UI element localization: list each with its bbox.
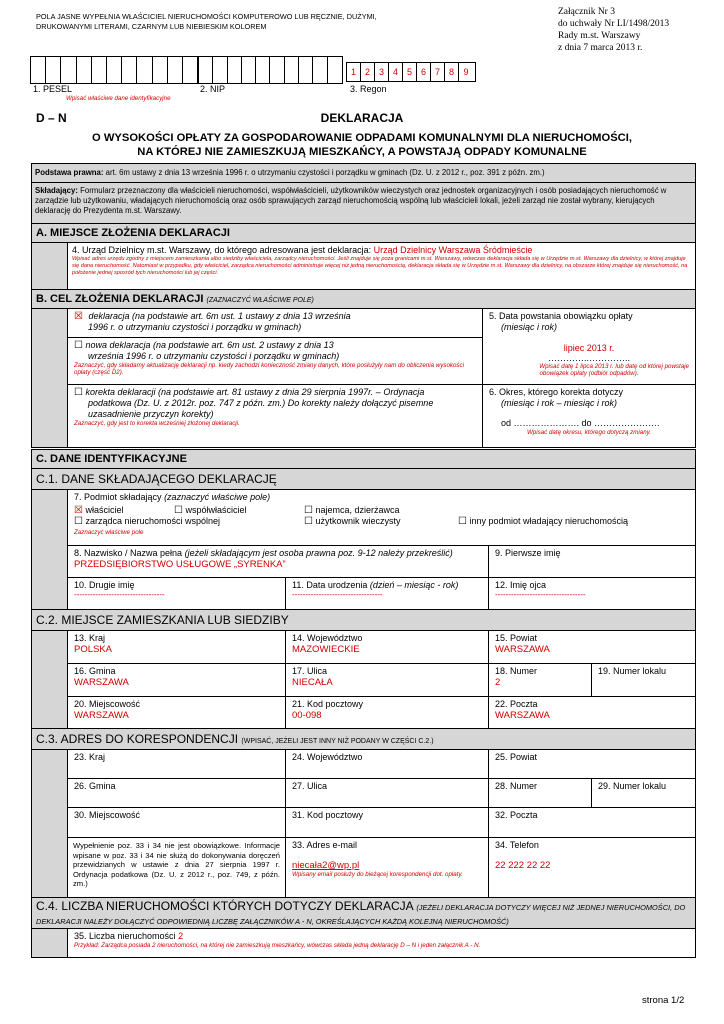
field-label: 6. Okres, którego korekta dotyczy	[489, 387, 624, 397]
post-office-field[interactable]	[488, 696, 696, 729]
corr-district-field[interactable]	[488, 749, 696, 779]
country-field[interactable]	[67, 630, 286, 664]
city-field[interactable]	[67, 696, 286, 729]
field-label: 30. Miejscowość	[74, 810, 141, 820]
first-name-field[interactable]	[488, 545, 696, 578]
email-value[interactable]: niecała2@wp.pl	[292, 860, 360, 871]
subtitle	[0, 131, 724, 159]
field-note: obowiązek opłaty (odbiór odpadów).	[539, 370, 639, 378]
annex-line: do uchwały Nr LI/1498/2013	[558, 19, 670, 29]
filer-type-field[interactable]	[67, 489, 696, 546]
checkbox-icon[interactable]: ☐	[304, 505, 313, 516]
option-text: podatkowa (Dz. U. z 2012r. poz. 747 z późn. zm.) Do korekty należy dołączyć pisemne	[88, 398, 434, 408]
regon-digit: 9	[463, 67, 469, 77]
option-note: Zaznaczyć, gdy składamy aktualizację deklaracji np. kiedy zachodzi konieczność zmiany danych, które posłużyły nam do obliczenia wysokości opłaty (część D2).	[74, 362, 464, 377]
field-label: 24. Województwo	[292, 752, 363, 762]
filer-label: Składający:	[35, 186, 78, 195]
checkbox-icon[interactable]: ☐	[74, 516, 83, 527]
office-value: Urząd Dzielnicy Warszawa Śródmieście	[373, 245, 533, 255]
corr-country-field[interactable]	[67, 749, 286, 779]
field-label: 29. Numer lokalu	[598, 781, 667, 791]
field-label: 21. Kod pocztowy	[292, 699, 364, 709]
pesel-label: 1. PESEL	[33, 84, 73, 94]
corr-number-field[interactable]	[488, 778, 592, 808]
dotted-line: …………..…………..	[547, 353, 630, 363]
section-c-header	[31, 449, 696, 469]
section-c3-title: C.3. ADRES DO KORESPONDENCJI	[36, 732, 239, 746]
field-value: WARSZAWA	[495, 710, 550, 721]
field-label: 27. Ulica	[292, 781, 328, 791]
field-label: 34. Telefon	[495, 840, 539, 850]
nip-boxes[interactable]	[198, 56, 343, 84]
checked-box-icon[interactable]: ☒	[74, 311, 83, 322]
field-sub: (dzień – miesiąc - rok)	[369, 580, 459, 590]
corr-postal-code-field[interactable]	[285, 807, 489, 838]
page-title: DEKLARACJA	[320, 111, 404, 125]
option-coowner[interactable]	[174, 505, 247, 516]
option-label: współwłaściciel	[185, 505, 247, 515]
section-a-header	[31, 223, 696, 243]
correction-period-field[interactable]	[482, 384, 696, 448]
section-c4-header	[31, 897, 696, 929]
obligation-date-field[interactable]	[482, 308, 696, 385]
section-c3-header	[31, 728, 696, 750]
field-label: 12. Imię ojca	[495, 580, 547, 590]
field-note: Wpisany email posłuży do bieżącej korespondencji dot. opłaty.	[292, 871, 463, 878]
regon-boxes[interactable]	[346, 62, 476, 82]
father-name-field[interactable]	[488, 577, 696, 610]
field-label: 15. Powiat	[495, 633, 538, 643]
field-value: WARSZAWA	[495, 644, 550, 655]
option-text: września 1996 r. o utrzymaniu czystości i porządku w gminach)	[88, 351, 340, 361]
legal-basis	[31, 163, 696, 183]
page-number: strona 1/2	[642, 995, 685, 1006]
regon-label: 3. Regon	[350, 84, 387, 94]
field-label: 25. Powiat	[495, 752, 538, 762]
instruction-text: POLA JASNE WYPEŁNIA WŁAŚCICIEL NIERUCHOMOŚCI KOMPUTEROWO LUB RĘCZNIE, DUŻYMI, DRUKOWANYMI LITERAMI, CZARNYM LUB NIEBIESKIM KOLOREM	[36, 12, 377, 31]
subtitle-line: NA KTÓREJ NIE ZAMIESZKUJĄ MIESZKAŃCY, A POWSTAJĄ ODPADY KOMUNALNE	[137, 146, 587, 158]
option-label: użytkownik wieczysty	[315, 516, 401, 526]
option-perpetual-user[interactable]	[304, 516, 401, 527]
regon-digit: 7	[431, 63, 445, 81]
legal-basis-text: art. 6m ustawy z dnia 13 września 1996 r. o utrzymaniu czystości i porządku w gminach (Dz. U. z 2012 r., poz. 391 z późn. zm.)	[105, 168, 545, 177]
option-new-declaration[interactable]	[67, 337, 483, 385]
field-label: 7. Podmiot składający	[74, 492, 162, 502]
regon-digit: 4	[389, 63, 403, 81]
name-field[interactable]	[67, 545, 489, 578]
field-label: 20. Miejscowość	[74, 699, 141, 709]
office-label: 4. Urząd Dzielnicy m.st. Warszawy, do którego adresowana jest deklaracja:	[72, 245, 372, 255]
field-label: 32. Poczta	[495, 810, 538, 820]
dotted-line: od …………………. do ………………….	[501, 418, 660, 428]
voivodeship-field[interactable]	[285, 630, 489, 664]
field-value: 00-098	[292, 710, 322, 721]
field-label: 23. Kraj	[74, 752, 106, 762]
field-label: (miesiąc i rok)	[501, 322, 558, 332]
checked-box-icon[interactable]: ☒	[74, 505, 83, 516]
regon-digit: 1	[347, 63, 361, 81]
option-text: deklaracja (na podstawie art. 6m ust. 1 ustawy z dnia 13 września	[88, 311, 351, 321]
option-owner[interactable]	[74, 505, 124, 516]
regon-digit: 3	[375, 63, 389, 81]
email-field[interactable]	[285, 837, 489, 898]
second-name-field[interactable]	[67, 577, 286, 610]
corr-street-field[interactable]	[285, 778, 489, 808]
section-c2-header	[31, 609, 696, 631]
field-value: 2	[495, 677, 501, 688]
property-count-field[interactable]	[67, 928, 696, 958]
field-value: NIECAŁA	[292, 677, 333, 688]
section-c1-title: C.1. DANE SKŁADAJĄCEGO DEKLARACJĘ	[36, 472, 277, 486]
field-note: Wpisać datę okresu, którego dotyczą zmiany.	[526, 429, 652, 436]
section-c-title: C. DANE IDENTYFIKACYJNE	[36, 453, 187, 465]
street-field[interactable]	[285, 663, 489, 697]
field-label: 10. Drugie imię	[74, 580, 135, 590]
regon-digit: 6	[417, 63, 431, 81]
option-label: inny podmiot władający nieruchomością	[469, 516, 629, 526]
field-note: Wpisać datę 1 lipca 2013 r. lub datę od której powstaje	[539, 363, 689, 370]
option-correction[interactable]	[67, 384, 483, 448]
field-label: 18. Numer	[495, 666, 538, 676]
corr-municipality-field[interactable]	[67, 778, 286, 808]
regon-digit: 2	[361, 63, 375, 81]
birth-date-field[interactable]	[285, 577, 489, 610]
field-sub: (zaznaczyć właściwe pole)	[164, 492, 271, 502]
option-label: zarządca nieruchomości wspólnej	[85, 516, 221, 526]
option-other[interactable]	[458, 516, 628, 527]
number-field[interactable]	[488, 663, 592, 697]
section-c4-sub: (JEŻELI DEKLARACJA DOTYCZY WIĘCEJ NIŻ JEDNEJ NIERUCHOMOŚCI, DO DEKLARACJI NALEŻY DOŁĄCZYĆ ODPOWIEDNIĄ LICZBĘ ZAŁĄCZNIKÓW A - N, OKREŚLAJĄCYCH KAŻDĄ KOLEJNĄ NIERUCHOMOŚĆ)	[36, 903, 686, 926]
field-label: 11. Data urodzenia	[292, 580, 368, 590]
district-field[interactable]	[488, 630, 696, 664]
regon-digit: 5	[403, 63, 417, 81]
dash-line: ----------------------------------	[292, 590, 383, 599]
field-label: 19. Numer lokalu	[598, 666, 667, 676]
option-text: nowa deklaracja (na podstawie art. 6m ust. 2 ustawy z dnia 13	[85, 340, 334, 350]
field-value: MAZOWIECKIE	[292, 644, 360, 655]
legal-basis-label: Podstawa prawna:	[35, 168, 104, 177]
option-label: najemca, dzierżawca	[315, 505, 400, 515]
field-note: Przykład: Zarządca posiada 2 nieruchomości, na której nie zamieszkują mieszkańcy, wówczas składa jedną deklarację D – N i jeden załącznik A - N.	[74, 942, 481, 949]
section-c1-header	[31, 468, 696, 490]
corr-voivodeship-field[interactable]	[285, 749, 489, 779]
field-value: WARSZAWA	[74, 677, 129, 688]
field-label: 16. Gmina	[74, 666, 116, 676]
field-value: WARSZAWA	[74, 710, 129, 721]
field-sub: (jeżeli składającym jest osoba prawna poz. 9-12 należy przekreślić)	[184, 548, 453, 558]
contact-info-note: Wypełnienie poz. 33 i 34 nie jest obowiązkowe. Informacje wpisane w poz. 33 i 34 nie służą do dokonywania doręczeń przewidzianych w ustawie z dnia 27 sierpnia 1997 r. Ordynacja podatkowa (Dz. U. z 2012 r., poz. 749, z późn. zm.)	[67, 837, 286, 898]
field-label: 22. Poczta	[495, 699, 538, 709]
annex-info	[558, 6, 669, 54]
checkbox-icon[interactable]: ☐	[304, 516, 313, 527]
field-label: 35. Liczba nieruchomości	[74, 931, 176, 941]
section-c3-sub: (WPISAĆ, JEŻELI JEST INNY NIŻ PODANY W CZĘŚCI C.2.)	[241, 738, 434, 745]
filer-info	[31, 182, 696, 224]
obligation-date-value: lipiec 2013 r.	[563, 343, 615, 353]
dash-line: ----------------------------------	[74, 590, 165, 599]
property-count-value: 2	[178, 931, 184, 941]
dash-line: ----------------------------------	[495, 590, 586, 599]
field-label: 33. Adres e-mail	[292, 840, 358, 850]
regon-digit: 8	[445, 63, 459, 81]
annex-line: z dnia 7 marca 2013 r.	[558, 43, 643, 53]
section-c2-title: C.2. MIEJSCE ZAMIESZKANIA LUB SIEDZIBY	[36, 613, 289, 627]
option-manager[interactable]	[74, 516, 220, 527]
checkbox-icon[interactable]: ☐	[74, 340, 83, 351]
option-tenant[interactable]	[304, 505, 400, 516]
name-value: PRZEDSIĘBIORSTWO USŁUGOWE „SYRENKA”	[74, 559, 286, 570]
office-field[interactable]	[67, 242, 696, 290]
field-label: 28. Numer	[495, 781, 538, 791]
option-text: 1996 r. o utrzymaniu czystości i porządku w gminach)	[88, 322, 302, 332]
field-label: 14. Województwo	[292, 633, 363, 643]
municipality-field[interactable]	[67, 663, 286, 697]
field-note: Zaznaczyć właściwe pole	[74, 529, 144, 536]
office-note: Wpisać adres urzędu zgodny z miejscem zamieszkania albo siedziby właściciela, zarządcy nieruchomości. Jeśli znajduje się poza granicami m.st. Warszawy, wówczas deklaracja składa się w Urzędzie m.st. Warszawy dla dzielnicy, w której znajduje się dana nieruchomość. Natomiast w przypadku, gdy właściciel, zarządca nieruchomości administruje więcej niż jedną nieruchomością, deklaracja składa się w Urzędzie m.st. Warszawy dla dzielnicy, na obszarze której znajduje się nieruchomość, na położenie jednej sposród tych nieruchomości lub jej części.	[72, 256, 688, 276]
apartment-field[interactable]	[591, 663, 696, 697]
option-label: właściciel	[85, 505, 124, 515]
field-label: 26. Gmina	[74, 781, 116, 791]
phone-field[interactable]	[488, 837, 696, 898]
field-label: 17. Ulica	[292, 666, 328, 676]
section-c4-title: C.4. LICZBA NIERUCHOMOŚCI KTÓRYCH DOTYCZY DEKLARACJA	[36, 899, 413, 913]
section-a-title: A. MIEJSCE ZŁOŻENIA DEKLARACJI	[36, 227, 230, 239]
corr-apartment-field[interactable]	[591, 778, 696, 808]
postal-code-field[interactable]	[285, 696, 489, 729]
field-label: 13. Kraj	[74, 633, 106, 643]
option-text: korekta deklaracji (na podstawie art. 81 ustawy z dnia 29 sierpnia 1997r. – Ordynacja	[85, 387, 425, 397]
field-value: POLSKA	[74, 644, 113, 655]
section-b-header	[31, 289, 696, 309]
section-b-sub: (ZAZNACZYĆ WŁAŚCIWE POLE)	[206, 297, 314, 304]
field-label: 9. Pierwsze imię	[495, 548, 561, 558]
form-code: D – N	[36, 111, 67, 125]
ids-hint: Wpisać właściwe dane identyfikacyjne	[66, 95, 171, 102]
field-label: (miesiąc i rok – miesiąc i rok)	[501, 398, 618, 408]
nip-label: 2. NIP	[200, 84, 226, 94]
corr-city-field[interactable]	[67, 807, 286, 838]
checkbox-icon[interactable]: ☐	[174, 505, 183, 516]
option-text: uzasadnienie przyczyn korekty)	[88, 409, 214, 419]
checkbox-icon[interactable]: ☐	[458, 516, 467, 527]
section-b-title: B. CEL ZŁOŻENIA DEKLARACJI	[36, 293, 204, 305]
annex-line: Rady m.st. Warszawy	[558, 31, 641, 41]
subtitle-line: O WYSOKOŚCI OPŁATY ZA GOSPODAROWANIE ODPADAMI KOMUNALNYMI DLA NIERUCHOMOŚCI,	[92, 132, 632, 144]
annex-line: Załącznik Nr 3	[558, 7, 615, 17]
field-label: 8. Nazwisko / Nazwa pełna	[74, 548, 183, 558]
checkbox-icon[interactable]: ☐	[74, 387, 83, 398]
option-declaration[interactable]	[67, 308, 483, 338]
corr-post-office-field[interactable]	[488, 807, 696, 838]
filer-text: Formularz przeznaczony dla właścicieli nieruchomości, współwłaścicieli, użytkowników wieczystych oraz jednostek organizacyjnych i osób posiadających nieruchomość w zarządzie lub użytkowaniu, władających nieruchomością oraz osób sprawujących zarząd nieruchomością wspólną lub właścicieli lokali, jeżeli zarząd nie został wybrany, kierujących deklarację do Prezydenta m.st. Warszawy.	[35, 186, 667, 215]
pesel-boxes[interactable]	[30, 56, 198, 84]
field-label: 5. Data powstania obowiązku opłaty	[489, 311, 633, 321]
field-label: 31. Kod pocztowy	[292, 810, 364, 820]
option-note: Zaznaczyć, gdy jest to korekta wcześniej złożonej deklaracji.	[74, 420, 240, 427]
phone-value: 22 222 22 22	[495, 860, 551, 871]
